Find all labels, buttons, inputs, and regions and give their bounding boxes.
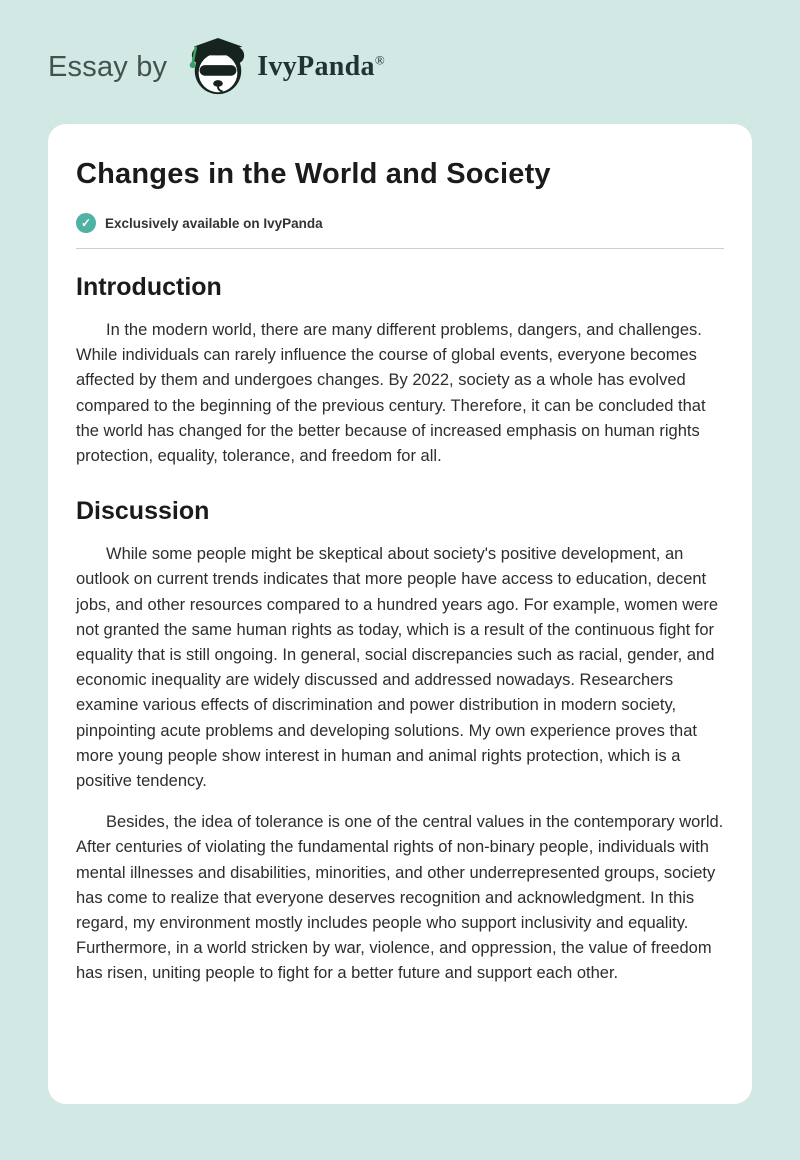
panda-graduate-icon xyxy=(187,36,249,98)
brand-name xyxy=(257,51,385,83)
page-header xyxy=(0,0,800,124)
divider xyxy=(76,248,724,249)
essay-card xyxy=(48,124,752,1104)
brand-logo xyxy=(187,36,385,98)
availability-badge xyxy=(76,213,724,233)
check-icon: ✓ xyxy=(76,213,96,233)
section-heading-discussion: Discussion xyxy=(76,497,210,526)
paragraph: In the modern world, there are many different problems, dangers, and challenges. While individuals can rarely influence the course of global events, everyone becomes affected by them and undergoes changes. By 2022, society as a whole has evolved compared to the beginning of the previous century. Therefore, it can be concluded that the world has changed for the better because of increased emphasis on human rights protection, equality, tolerance, and freedom for all. xyxy=(76,321,706,466)
page-title: Changes in the World and Society xyxy=(76,158,551,190)
availability-text: Exclusively available on IvyPanda xyxy=(105,215,323,231)
registered-mark: ® xyxy=(374,52,385,68)
essay-by-label: Essay by xyxy=(48,50,168,83)
paragraph: Besides, the idea of tolerance is one of the central values in the contemporary world. After centuries of violating the fundamental rights of non-binary people, individuals with mental illnesses and disabilities, minorities, and other underrepresented groups, society has come to realize that everyone deserves recognition and acknowledgment. In this regard, my environment mostly includes people who support inclusivity and equality. Furthermore, in a world stricken by war, violence, and oppression, the value of freedom has risen, uniting people to fight for a better future and support each other. xyxy=(76,813,724,983)
section-heading-introduction: Introduction xyxy=(76,273,222,301)
paragraph: While some people might be skeptical about society's positive development, an outlook on current trends indicates that more people have access to education, decent jobs, and other resources compared to a hundred years ago. For example, women were not granted the same human rights as today, which is a result of the continuous fight for equality that is still ongoing. In general, social discrepancies such as racial, gender, and economic inequality are widely discussed and addressed nowadays. Researchers examine various effects of discrimination and power distribution in modern society, pinpointing acute problems and developing solutions. My own experience proves that more young people show interest in human and animal rights protection, which is a positive tendency. xyxy=(76,545,719,791)
brand-text: IvyPanda xyxy=(257,51,375,82)
